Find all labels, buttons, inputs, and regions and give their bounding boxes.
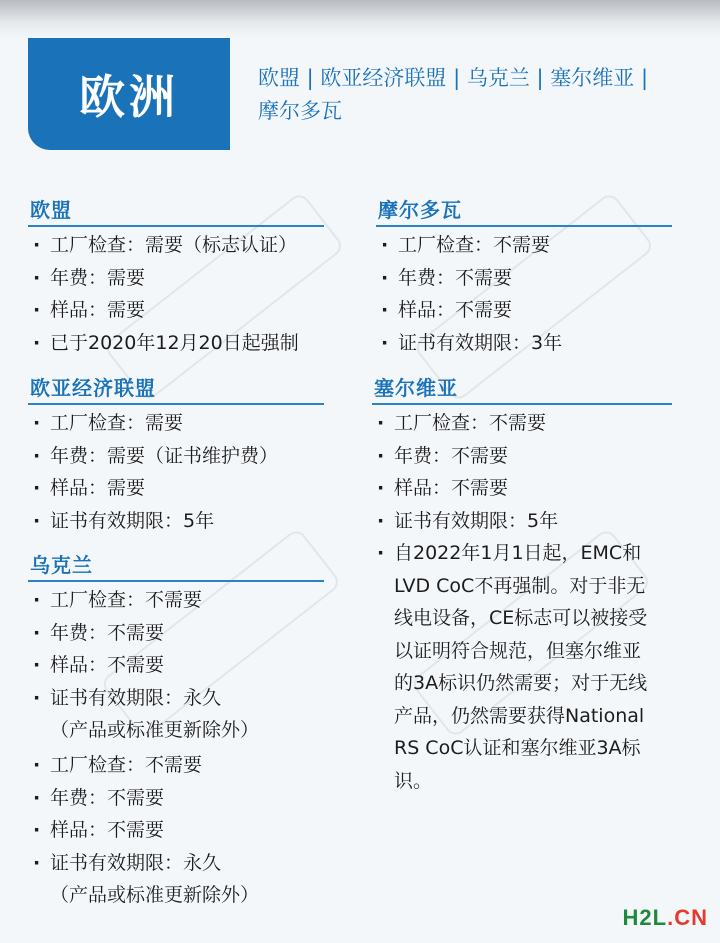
list-item: · 样品：不需要 xyxy=(28,814,328,847)
list-item: · 工厂检查：不需要 xyxy=(28,749,328,782)
list-item: · 年费：不需要 xyxy=(28,782,328,815)
section-divider xyxy=(372,403,672,405)
list-item: · 年费：需要（证书维护费） xyxy=(28,440,324,473)
list-item: · 证书有效期限：永久 xyxy=(28,847,328,880)
list-item-continuation: RS CoC认证和塞尔维亚3A标 xyxy=(394,737,641,759)
country-list-line: 欧盟 | 欧亚经济联盟 | 乌克兰 | 塞尔维亚 | xyxy=(258,66,649,90)
list-item: · 工厂检查：需要（标志认证） xyxy=(28,229,324,262)
list-item: · 证书有效期限：5年 xyxy=(372,505,672,538)
list-item-continuation: LVD CoC不再强制。对于非无 xyxy=(394,574,646,597)
section-serbia xyxy=(372,373,672,797)
section-title: 塞尔维亚 xyxy=(374,376,458,400)
list-item-note: （产品或标准更新除外） xyxy=(50,719,260,741)
logo-dot: . xyxy=(667,905,675,930)
list-item: · 工厂检查：不需要 xyxy=(372,407,672,440)
list-item-continuation: 产品，仍然需要获得National xyxy=(394,704,645,727)
section-divider xyxy=(28,403,324,405)
list-item-continuation: 的3A标识仍然需要；对于无线 xyxy=(394,672,648,694)
list-item: · 样品：不需要 xyxy=(372,472,672,505)
list-item: · 证书有效期限：永久 xyxy=(28,682,324,715)
region-country-list xyxy=(258,62,698,128)
list-item: · 工厂检查：不需要 xyxy=(28,584,324,617)
list-item: · 年费：不需要 xyxy=(28,617,324,650)
list-item: · 证书有效期限：5年 xyxy=(28,505,324,538)
list-item: · 工厂检查：需要 xyxy=(28,407,324,440)
section-ukraine xyxy=(28,550,324,747)
section-divider xyxy=(28,225,324,227)
section-extra xyxy=(28,749,328,912)
section-title: 欧盟 xyxy=(30,198,72,222)
logo-2l: 2L xyxy=(639,905,668,930)
region-title: 欧洲 xyxy=(79,70,179,124)
list-item: · 样品：不需要 xyxy=(28,649,324,682)
section-divider xyxy=(28,580,324,582)
site-logo xyxy=(623,905,708,931)
list-item: · 样品：需要 xyxy=(28,294,324,327)
list-item-continuation: 以证明符合规范，但塞尔维亚 xyxy=(394,639,642,662)
top-strip xyxy=(0,0,720,38)
section-divider xyxy=(376,225,672,227)
list-item: · 样品：不需要 xyxy=(376,294,672,327)
list-item: · 年费：需要 xyxy=(28,262,324,295)
section-eu xyxy=(28,195,324,359)
list-item-continuation: 线电设备，CE标志可以被接受 xyxy=(394,607,648,629)
logo-cn: CN xyxy=(674,905,708,930)
list-item: · 年费：不需要 xyxy=(376,262,672,295)
region-tab xyxy=(28,38,230,150)
list-item: · 已于2020年12月20日起强制 xyxy=(28,327,324,360)
list-item-note: （产品或标准更新除外） xyxy=(50,884,260,906)
list-item: · 年费：不需要 xyxy=(372,440,672,473)
section-title: 摩尔多瓦 xyxy=(378,198,462,222)
section-moldova xyxy=(376,195,672,359)
country-list-line: 摩尔多瓦 xyxy=(258,99,342,123)
list-item: · 证书有效期限：3年 xyxy=(376,327,672,360)
list-item: · 自2022年1月1日起，EMC和 xyxy=(372,537,672,570)
section-eaeu xyxy=(28,373,324,537)
section-title: 欧亚经济联盟 xyxy=(30,376,156,400)
list-item: · 工厂检查：不需要 xyxy=(376,229,672,262)
logo-h: H xyxy=(622,905,640,930)
list-item-continuation: 识。 xyxy=(394,769,433,792)
section-title: 乌克兰 xyxy=(30,553,93,577)
list-item: · 样品：需要 xyxy=(28,472,324,505)
